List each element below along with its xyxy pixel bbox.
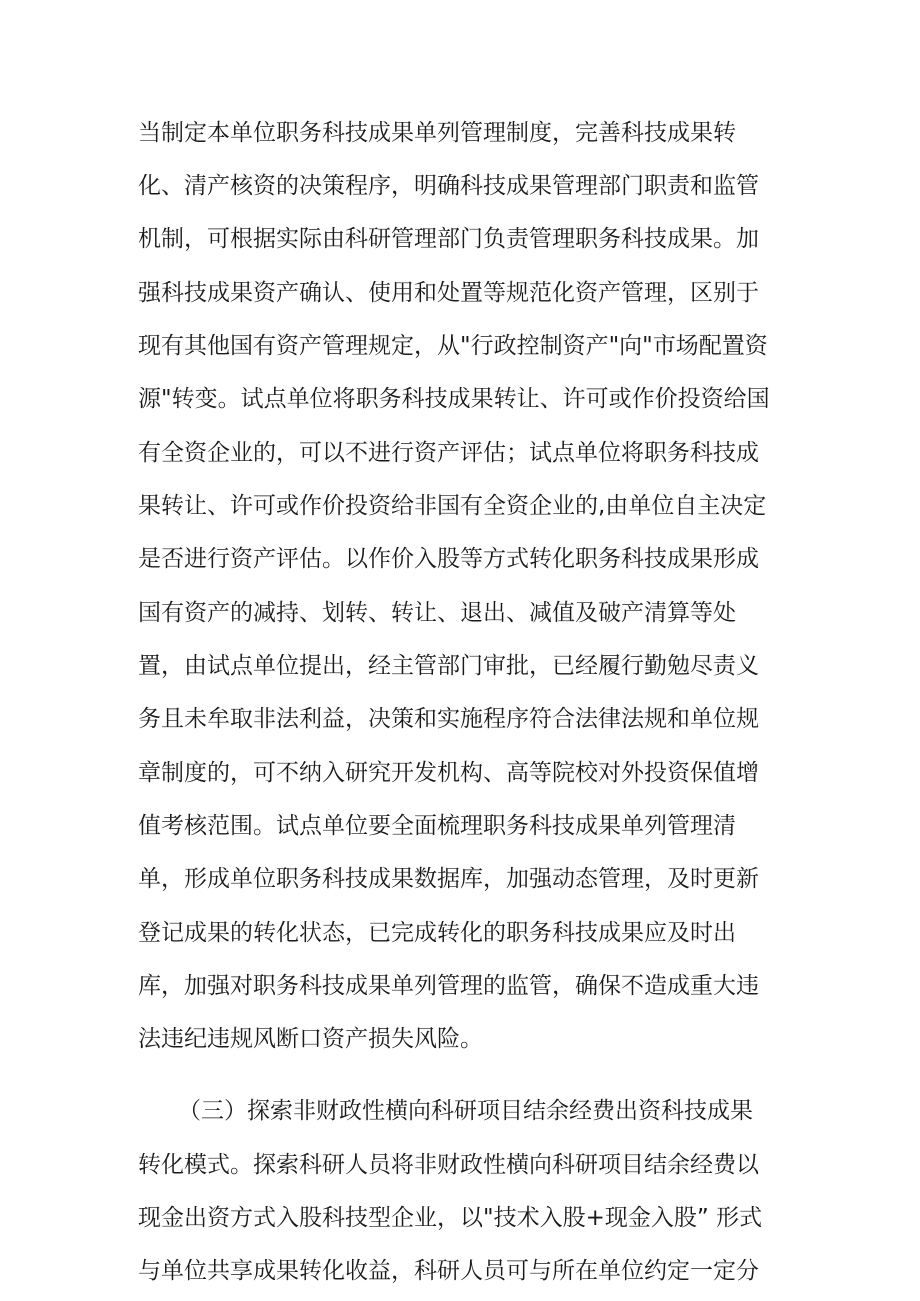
text-line: 国有资产的减持、划转、转让、退出、减值及破产清算等处 [138,600,736,626]
text-line: 法违纪违规风断口资产损失风险。 [138,1026,483,1052]
text-line: 果转让、许可或作价投资给非国有全资企业的,由单位自主决定 [138,493,767,519]
text-line: 当制定本单位职务科技成果单列管理制度，完善科技成果转 [138,120,736,146]
text-line: 章制度的，可不纳入研究开发机构、高等院校对外投资保值增 [138,760,759,786]
text-line: 现金出资方式入股科技型企业，以"技术入股+现金入股” 形式 [138,1205,763,1231]
text-line: 机制，可根据实际由科研管理部门负责管理职务科技成果。加 [138,226,759,252]
text-line: 值考核范围。试点单位要全面梳理职务科技成果单列管理清 [138,813,736,839]
text-line: 单，形成单位职务科技成果数据库，加强动态管理，及时更新 [138,866,759,892]
text-line: 务且未牟取非法利益，决策和实施程序符合法律法规和单位规 [138,706,759,732]
text-line: 库，加强对职务科技成果单列管理的监管，确保不造成重大违 [138,973,759,999]
text-line: 置，由试点单位提出，经主管部门审批，已经履行勤勉尽责义 [138,653,759,679]
text-line: 化、清产核资的决策程序，明确科技成果管理部门职责和监管 [138,173,759,199]
text-line: 是否进行资产评估。以作价入股等方式转化职务科技成果形成 [138,546,759,572]
text-line: 现有其他国有资产管理规定，从"行政控制资产"向"市场配置资 [138,333,768,359]
text-line: 有全资企业的，可以不进行资产评估；试点单位将职务科技成 [138,440,759,466]
text-line: 源"转变。试点单位将职务科技成果转让、许可或作价投资给国 [138,386,770,412]
section-heading-line: （三）探索非财政性横向科研项目结余经费出资科技成果 [178,1098,753,1124]
text-line: 强科技成果资产确认、使用和处置等规范化资产管理，区别于 [138,280,759,306]
text-line: 登记成果的转化状态，已完成转化的职务科技成果应及时出 [138,920,736,946]
text-line: 与单位共享成果转化收益，科研人员可与所在单位约定一定分 [138,1258,759,1284]
text-line: 转化模式。探索科研人员将非财政性横向科研项目结余经费以 [138,1152,759,1178]
